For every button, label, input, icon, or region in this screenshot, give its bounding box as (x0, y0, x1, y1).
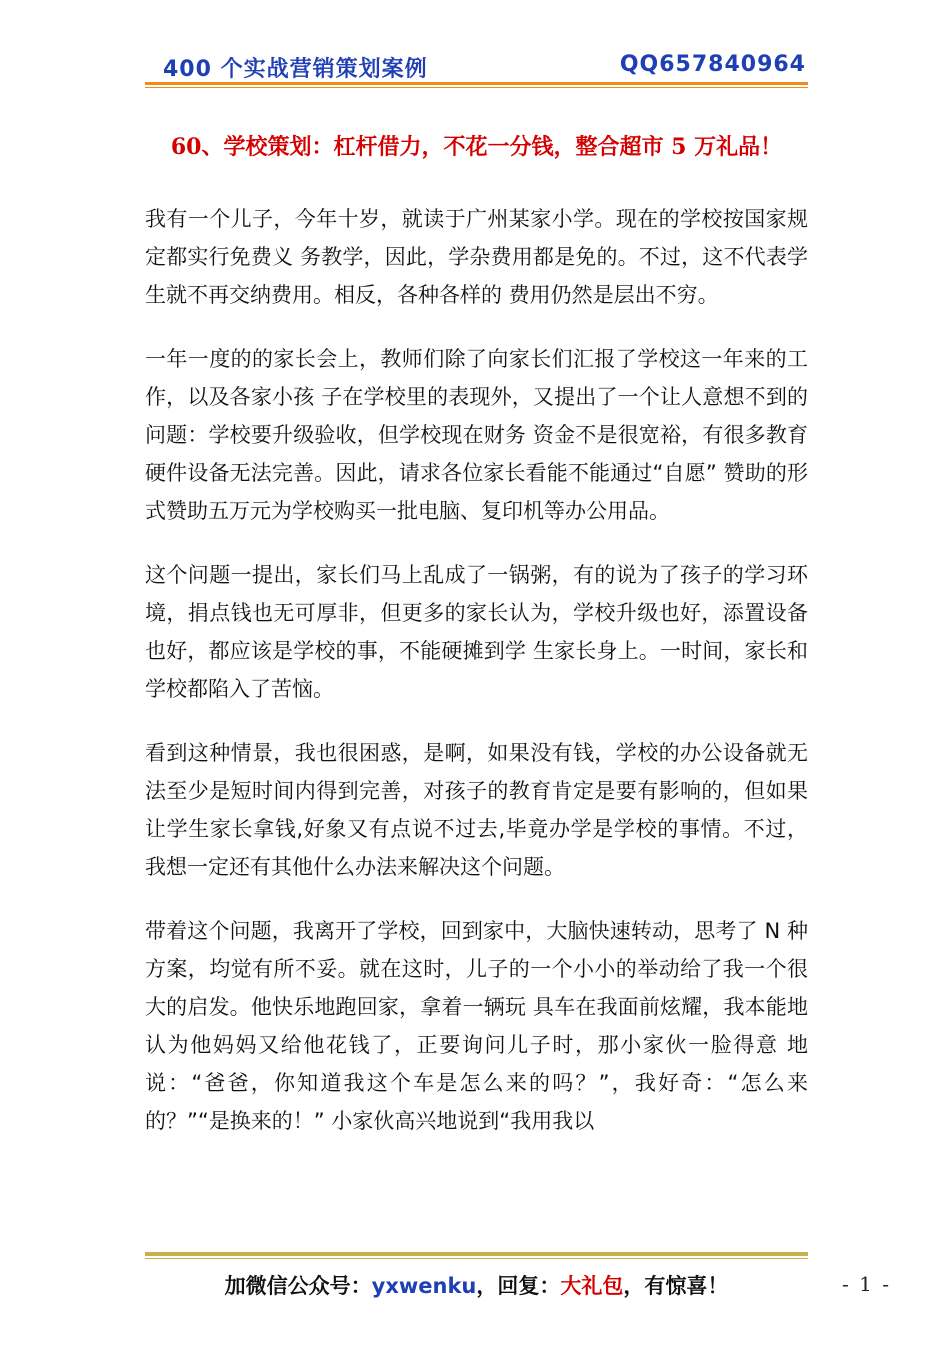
paragraph: 带着这个问题，我离开了学校，回到家中，大脑快速转动，思考了 N 种方案，均觉有所不妥。就在这时，儿子的一个小小的举动给了我一个很大的启发。他快乐地跑回家，拿着一辆玩 具车在我面前炫耀，我本能地认为他妈妈又给他花钱了，正要询问儿子时，那小家伙一脸得意 地说：“爸爸，你知道我这个车是怎么来的吗？”，我好奇：“怎么来的？”“是换来的！” 小家伙高兴地说到“我用我以 (145, 919, 808, 1133)
footer-account: yxwenku (371, 1274, 477, 1298)
page-header (145, 48, 808, 84)
paragraph: 一年一度的的家长会上，教师们除了向家长们汇报了学校这一年来的工作，以及各家小孩 子在学校里的表现外，又提出了一个让人意想不到的问题：学校要升级验收，但学校现在财务 资金不是很宽裕，有很多教育硬件设备无法完善。因此，请求各位家长看能不能通过“自愿” 赞助的形式赞助五万元为学校购买一批电脑、复印机等办公用品。 (145, 347, 808, 523)
footer-prefix: 加微信公众号： (224, 1274, 372, 1298)
page-footer (145, 1270, 808, 1300)
paragraph: 这个问题一提出，家长们马上乱成了一锅粥，有的说为了孩子的学习环境，捐点钱也无可厚非，但更多的家长认为，学校升级也好，添置设备也好，都应该是学校的事，不能硬摊到学 生家长身上。一时间，家长和学校都陷入了苦恼。 (145, 563, 808, 701)
header-rule (145, 82, 808, 85)
footer-rule (145, 1252, 808, 1256)
article-body (145, 200, 808, 1166)
article-title: 60、学校策划：杠杆借力，不花一分钱，整合超市 5 万礼品！ (170, 134, 783, 160)
footer-middle: ，回复： (476, 1274, 561, 1298)
footer-suffix: ，有惊喜！ (623, 1274, 729, 1298)
paragraph: 看到这种情景，我也很困惑，是啊，如果没有钱，学校的办公设备就无法至少是短时间内得到完善，对孩子的教育肯定是要有影响的，但如果让学生家长拿钱,好象又有点说不过去,毕竟办学是学校的事情。不过，我想一定还有其他什么办法来解决这个问题。 (145, 741, 808, 879)
footer-rule-thin (145, 1258, 808, 1259)
paragraph: 我有一个儿子，今年十岁，就读于广州某家小学。现在的学校按国家规定都实行免费义 务教学，因此，学杂费用都是免的。不过，这不代表学生就不再交纳费用。相反，各种各样的 费用仍然是层出不穷。 (145, 207, 808, 307)
header-left-text: 400 个实战营销策划案例 (163, 57, 428, 82)
page-number: - 1 - (842, 1272, 891, 1296)
header-right-text: QQ657840964 (619, 52, 806, 77)
footer-keyword: 大礼包 (560, 1274, 624, 1298)
header-rule-thin (145, 87, 808, 88)
